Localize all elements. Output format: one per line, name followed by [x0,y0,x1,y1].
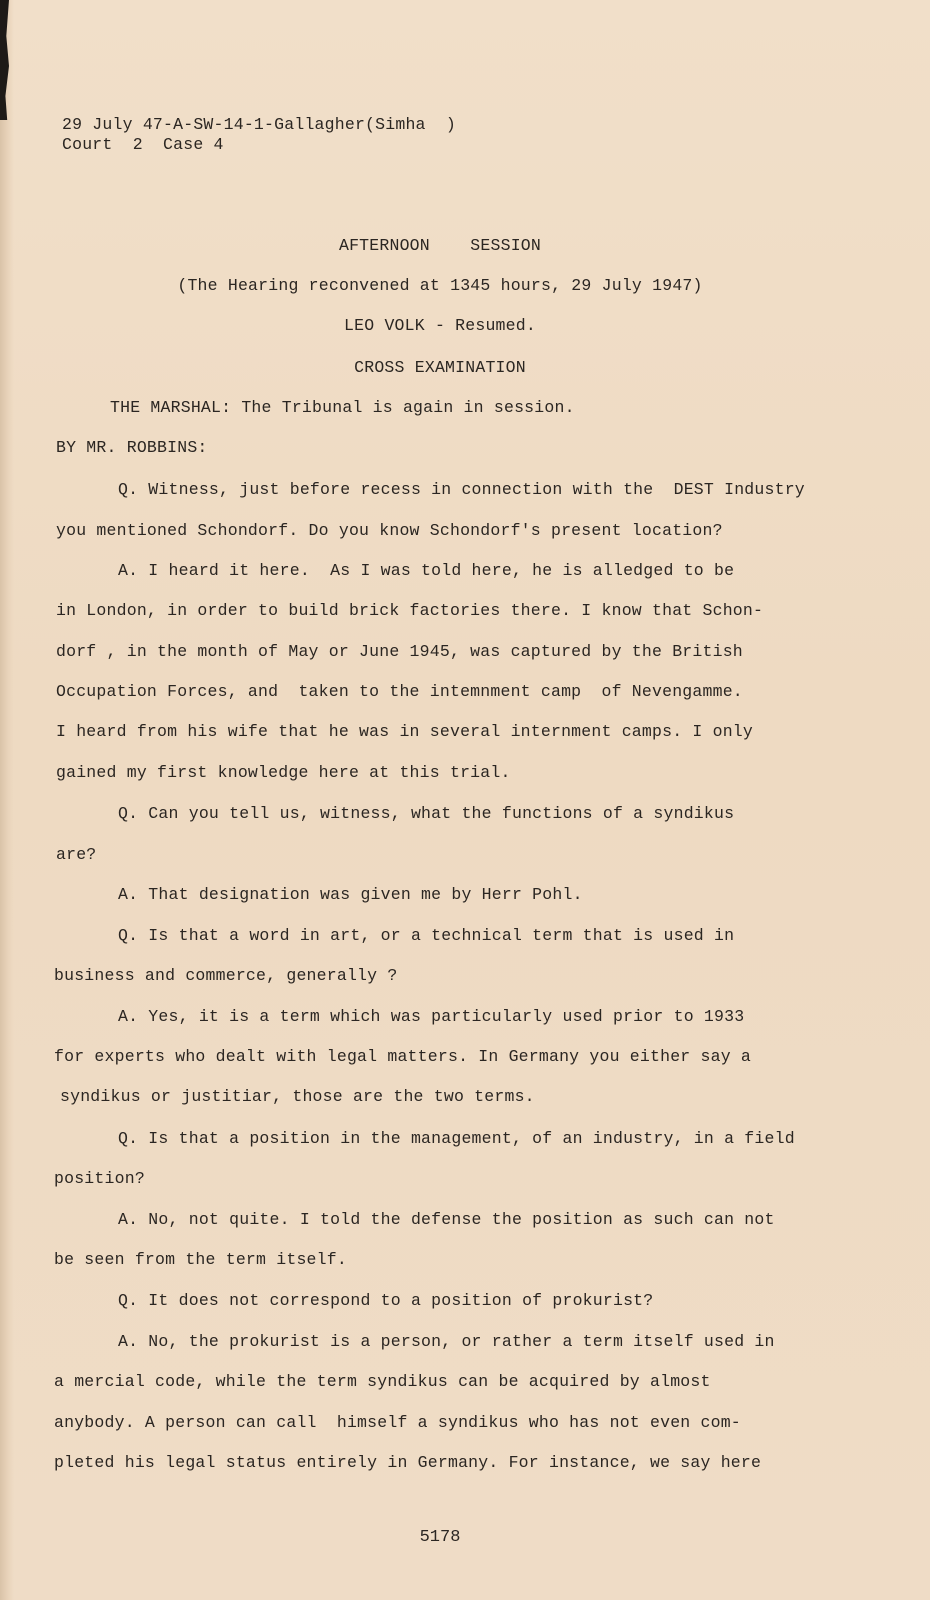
transcript-line: in London, in order to build brick factories there. I know that Schon- [56,601,764,620]
transcript-line: BY MR. ROBBINS: [56,438,208,457]
reconvened-note: (The Hearing reconvened at 1345 hours, 29 July 1947) [177,276,703,295]
transcript-line: Q. Is that a position in the management, of an industry, in a field [118,1129,795,1148]
transcript-line: gained my first knowledge here at this trial. [56,763,511,782]
transcript-line: business and commerce, generally ? [54,966,398,985]
transcript-line: position? [54,1169,145,1188]
transcript-line: anybody. A person can call himself a syndikus who has not even com- [54,1413,741,1432]
page-number: 5178 [419,1528,461,1547]
transcript-line: A. No, the prokurist is a person, or rather a term itself used in [118,1332,775,1351]
transcript-line: Q. Witness, just before recess in connection with the DEST Industry [118,480,805,499]
transcript-line: Q. Is that a word in art, or a technical term that is used in [118,926,735,945]
transcript-line: syndikus or justitiar, those are the two terms. [60,1087,535,1106]
header-court-case: Court 2 Case 4 [62,135,224,154]
transcript-line: Occupation Forces, and taken to the intemnment camp of Nevengamme. [56,682,743,701]
transcript-line: A. I heard it here. As I was told here, he is alledged to be [118,561,735,580]
transcript-line: A. Yes, it is a term which was particularly used prior to 1933 [118,1007,745,1026]
transcript-line: dorf , in the month of May or June 1945, was captured by the British [56,642,743,661]
transcript-line: A. No, not quite. I told the defense the position as such can not [118,1210,775,1229]
transcript-line: I heard from his wife that he was in several internment camps. I only [56,722,754,741]
transcript-line: you mentioned Schondorf. Do you know Schondorf's present location? [56,521,723,540]
transcript-line: Q. It does not correspond to a position of prokurist? [118,1291,654,1310]
session-title: AFTERNOON SESSION [338,236,542,255]
header-reference: 29 July 47-A-SW-14-1-Gallagher(Simha ) [62,115,456,134]
transcript-line: Q. Can you tell us, witness, what the functions of a syndikus [118,804,735,823]
transcript-line: for experts who dealt with legal matters. In Germany you either say a [54,1047,752,1066]
transcript-line: are? [56,845,97,864]
transcript-line: a mercial code, while the term syndikus can be acquired by almost [54,1372,711,1391]
transcript-line: A. That designation was given me by Herr Pohl. [118,885,583,904]
transcript-line: THE MARSHAL: The Tribunal is again in session. [110,398,575,417]
witness-name: LEO VOLK - Resumed. [344,316,536,335]
exam-heading: CROSS EXAMINATION [354,358,526,377]
transcript-line: pleted his legal status entirely in Germany. For instance, we say here [54,1453,762,1472]
transcript-line: be seen from the term itself. [54,1250,347,1269]
